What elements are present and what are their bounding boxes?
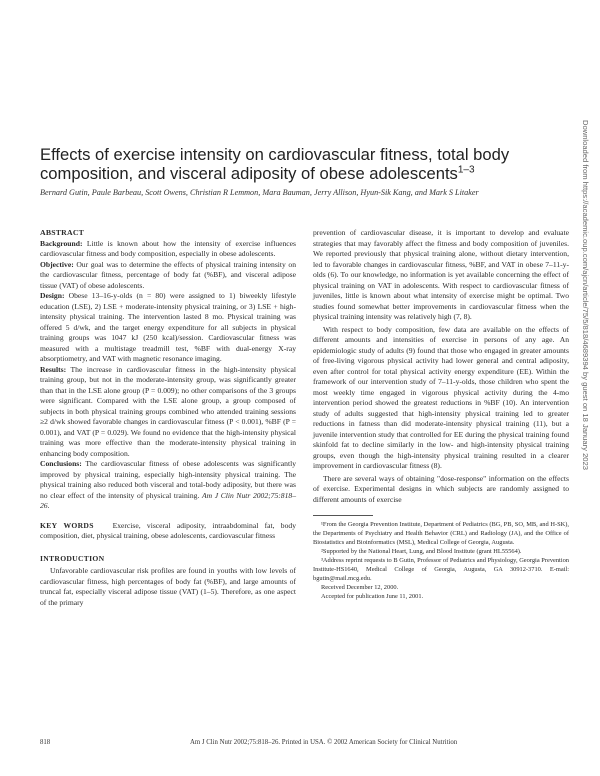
objective-text: Our goal was to determine the effects of physical training intensity on the cardiovascular fitness, percentage of body fat (%BF), and visceral adipose tissue (VAT) of obese adolescents. bbox=[40, 259, 296, 290]
conclusions-text: The cardiovascular fitness of obese adolescents was significantly improved by physical training, especially high-intensity physical training. The physical training also reduced both visceral and total-body adiposity, but there was no clear effect of the intensity of physical training. bbox=[40, 459, 296, 500]
keywords-text: Exercise, visceral adiposity, intraabdominal fat, body composition, diet, physical training, obese adolescents, cardiovascular fitness bbox=[40, 520, 296, 540]
author-list: Bernard Gutin, Paule Barbeau, Scott Owens, Christian R Lemmon, Mara Bauman, Jerry Allison, Hyun-Sik Kang, and Mark S Litaker bbox=[40, 188, 479, 197]
journal-line: Am J Clin Nutr 2002;75:818–26. Printed in USA. © 2002 American Society for Clinical Nutrition bbox=[190, 739, 458, 746]
page-footer bbox=[40, 738, 570, 748]
results-text: The increase in cardiovascular fitness in the high-intensity physical training group, but not in the moderate-intensity group, was significantly greater than that in the LSE alone group (P = 0.009); no other comparisons of the 3 groups were significant. Compared with the LSE alone group, a group composed of subjects in both physical training groups combined who attended training sessions ≥2 d/wk showed favorable changes in cardiovascular fitness (P < 0.001), %BF (P = 0.001), and VAT (P = 0.029). We found no evidence that the high-intensity physical training was more effective than the moderate-intensity physical training in enhancing body composition. bbox=[40, 364, 297, 458]
body-paragraph-1: prevention of cardiovascular disease, it is important to develop and evaluate strategies that may favorably affect the fitness and body composition of juveniles. We reported previously that physical training alone, without dietary intervention, led to favorable changes in cardiovascular fitness, %BF, and VAT in obese 7–11-y-olds (6). To our knowledge, no information is yet available concerning the effect of physical training on VAT in adolescents. With respect to cardiovascular fitness of juveniles, little is known about what intensity of exercise might be optimal. Two studies found somewhat better improvements in cardiovascular fitness when the physical training intensity was relatively high (7, 8). bbox=[313, 228, 569, 321]
page-number: 818 bbox=[40, 739, 51, 746]
accepted-date: Accepted for publication June 11, 2001. bbox=[321, 593, 424, 600]
design-label: Design: bbox=[40, 291, 65, 300]
download-watermark: Downloaded from https://academic.oup.com/ajcn/article/75/5/818/4689394 by guest on 18 January 2023 bbox=[581, 120, 590, 470]
article-title bbox=[40, 145, 560, 183]
abstract-citation: Am J Clin Nutr 2002;75:818–26. bbox=[40, 490, 296, 510]
keywords-label: KEY WORDS bbox=[40, 520, 94, 530]
keywords-block bbox=[40, 521, 296, 542]
body-paragraph-2: With respect to body composition, few data are available on the effects of different amounts and intensities of exercise in persons of any age. An epidemiologic study of adults (9) found that those who engaged in greater amounts of free-living vigorous physical activity had lower general and central adiposity, even after control for total physical activity energy expenditure (EE). Within the framework of our intervention study of 7–11-y-olds, those children who spent the most weekly time engaged in vigorous physical activity during the 4-mo intervention period showed the greatest reductions in %BF (10). An intervention study of adults suggested that high-intensity physical training led to greater reductions in fatness than did moderate-intensity physical training (11), but a juvenile intervention study that controlled for EE during the physical training found skinfold fat to decline similarly in the low- and high-intensity physical training groups, even though the high-intensity physical training resulted in a clearer improvement in cardiovascular fitness (8). bbox=[313, 324, 569, 470]
right-column bbox=[313, 228, 569, 601]
article-title-text: Effects of exercise intensity on cardiovascular fitness, total body composition, and visceral adiposity of obese adolescents bbox=[40, 145, 510, 183]
background-text: Little is known about how the intensity of exercise influences cardiovascular fitness and body composition, especially in obese adolescents. bbox=[40, 238, 296, 258]
footnote-affiliation: ¹From the Georgia Prevention Institute, Department of Pediatrics (BG, PB, SO, MB, and H-SK), the Departments of Psychiatry and Health Behavior (CRL) and Radiology (JA), and the Office of Biostatistics and Bioinformatics (MSL), Medical College of Georgia, Augusta. bbox=[313, 521, 569, 546]
conclusions-label: Conclusions: bbox=[40, 459, 82, 468]
footnote-reprints: ³Address reprint requests to B Gutin, Professor of Pediatrics and Physiology, Georgia Prevention Institute-HS1640, Medical College of Georgia, Augusta, GA 30912-3710. E-mail: bgutin@mail.mcg.edu. bbox=[313, 557, 569, 582]
abstract-results bbox=[40, 365, 296, 460]
received-date: Received December 12, 2000. bbox=[321, 584, 399, 591]
introduction-heading: INTRODUCTION bbox=[40, 553, 105, 563]
footnote-support: ²Supported by the National Heart, Lung, and Blood Institute (grant HL55564). bbox=[321, 548, 522, 555]
background-label: Background: bbox=[40, 238, 83, 248]
abstract-objective bbox=[40, 260, 296, 292]
title-footnote-markers: 1–3 bbox=[457, 164, 475, 176]
design-text: Obese 13–16-y-olds (n = 80) were assigned to 1) biweekly lifestyle education (LSE), 2) LSE + moderate-intensity physical training, or 3) LSE + high-intensity physical training. The intervention lasted 8 mo. Physical training was offered 5 d/wk, and the target energy expenditure for all subjects in physical training groups was 1047 kJ (250 kcal)/session. Cardiovascular fitness was measured with a multistage treadmill test, %BF with dual-energy X-ray absorptiometry, and VAT with magnetic resonance imaging. bbox=[40, 291, 296, 363]
abstract-conclusions bbox=[40, 459, 296, 512]
introduction-paragraph: Unfavorable cardiovascular risk profiles are found in youths with low levels of cardiovascular fitness, high percentages of body fat (%BF), and large amounts of truncal fat, especially visceral adipose tissue (VAT) (1–5). Therefore, as one aspect of the primary bbox=[40, 566, 296, 607]
body-paragraph-3: There are several ways of obtaining "dose-response" information on the effects of exercise. Experimental designs in which subjects are randomly assigned to different amounts of exercise bbox=[313, 473, 569, 504]
abstract-body bbox=[40, 239, 296, 512]
footnote-divider bbox=[313, 515, 373, 516]
abstract-design bbox=[40, 291, 296, 365]
left-column bbox=[40, 228, 296, 608]
abstract-heading: ABSTRACT bbox=[40, 228, 85, 237]
results-label: Results: bbox=[40, 364, 67, 374]
objective-label: Objective: bbox=[40, 259, 74, 269]
abstract-background bbox=[40, 239, 296, 260]
